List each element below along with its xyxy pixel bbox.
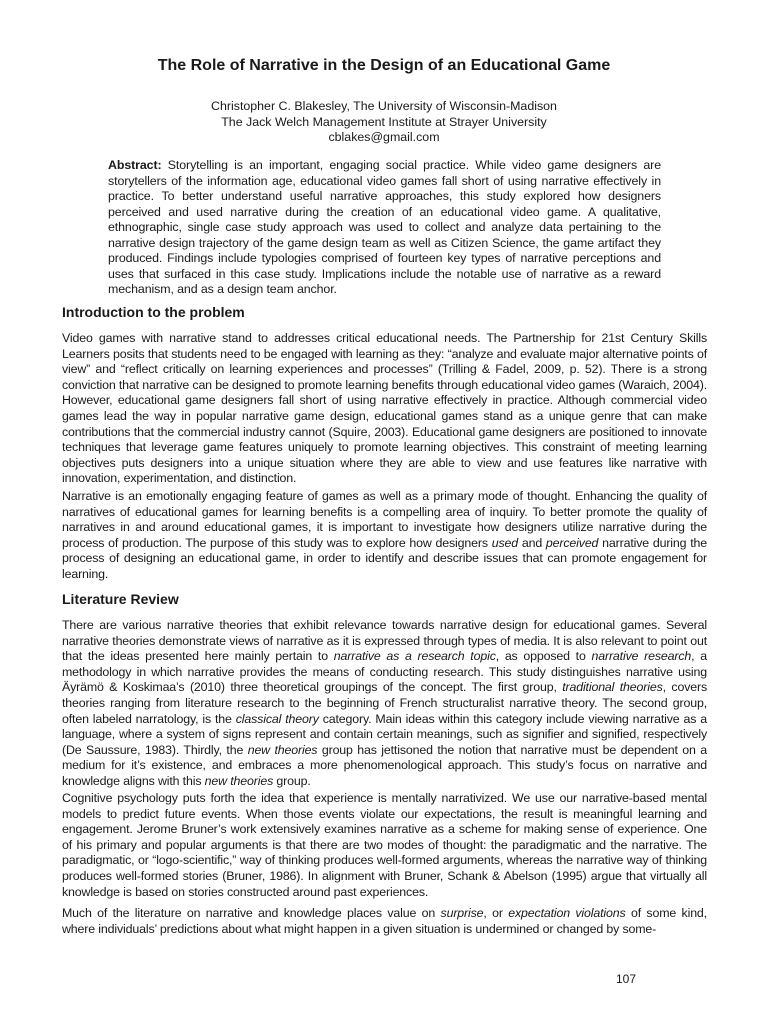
paper-title: The Role of Narrative in the Design of an Educational Game (157, 57, 611, 74)
section-heading-introduction: Introduction to the problem (62, 304, 245, 320)
literature-paragraph-2: Cognitive psychology puts forth the idea that experience is mentally narrativized. We use our narrative-based mental models to predict future events. When those events violate our expectations, the result is meaningful learning and engagement. Jerome Bruner’s work extensively examines narrative as a scheme for making sense of experience. One of his primary and popular arguments is that there are two modes of thought: the paradigmatic and the narrative. The paradigmatic, or “logo-scientific,” way of thinking produces well-formed arguments, whereas the narrative way of thinking produces well-formed stories (Bruner, 1986). In alignment with Bruner, Schank & Abelson (1995) argue that virtually all knowledge is based on stories constructed around past experiences. (62, 791, 707, 899)
literature-paragraph-3: Much of the literature on narrative and knowledge places value on surprise, or expectation violations of some kind, where individuals’ predictions about what might happen in a given situation is undermined or changed by some- (62, 906, 707, 936)
author-email: cblakes@gmail.com (328, 130, 440, 144)
section-heading-literature-review: Literature Review (62, 591, 179, 607)
intro-paragraph-1: Video games with narrative stand to addresses critical educational needs. The Partnership for 21st Century Skills Learners posits that students need to be engaged with learning as they: “analyze and evaluate major alternative points of view” and “reflect critically on learning experiences and processes” (Trilling & Fadel, 2009, p. 52). There is a strong conviction that narrative can be designed to promote learning benefits through educational video games (Waraich, 2004). However, educational game designers fall short of using narrative effectively in practice. Although commercial video games lead the way in popular narrative game design, educational games stand as a unique genre that can make contributions that the commercial industry cannot (Squire, 2003). Educational game designers are positioned to innovate techniques that leverage game features uniquely to promote learning objectives. This constraint of meeting learning objectives puts designers into a unique situation where they are able to view and use features like narrative with innovation, experimentation, and distinction. (62, 331, 707, 486)
abstract (108, 158, 661, 298)
abstract-text: Storytelling is an important, engaging social practice. While video game designers are storytellers of the information age, educational video games fall short of using narrative effectively in practice. To better understand useful narrative approaches, this study explored how designers perceived and used narrative during the creation of an educational video game. A qualitative, ethnographic, single case study approach was used to collect and analyze data pertaining to the narrative design trajectory of the game design team as well as Citizen Science, the game artifact they produced. Findings include typologies comprised of fourteen key types of narrative perceptions and uses that surfaced in this case study. Implications include the notable use of narrative as a reward mechanism, and as a design team anchor. (108, 158, 661, 296)
intro-paragraph-2: Narrative is an emotionally engaging feature of games as well as a primary mode of thought. Enhancing the quality of narratives of educational games for learning benefits is a compelling area of inquiry. To better promote the quality of narratives in and around educational games, it is important to investigate how designers utilize narrative during the process of production. The purpose of this study was to explore how designers used and perceived narrative during the process of designing an educational game, in order to identify and describe issues that can promote engagement for learning. (62, 489, 707, 581)
author-block (62, 99, 706, 146)
page-number: 107 (615, 972, 636, 986)
abstract-label: Abstract: (108, 158, 162, 172)
author-affiliation-2: The Jack Welch Management Institute at Strayer University (221, 114, 547, 129)
author-affiliation-1: Christopher C. Blakesley, The University of Wisconsin-Madison (211, 99, 557, 113)
literature-paragraph-1: There are various narrative theories that exhibit relevance towards narrative design for educational games. Several narrative theories demonstrate views of narrative as it is expressed through types of media. It is also relevant to point out that the ideas presented here mainly pertain to narrative as a research topic, as opposed to narrative research, a methodology in which narrative provides the means of conducting research. This study distinguishes narrative using Äyrämö & Koskimaa’s (2010) three theoretical groupings of the concept. The first group, traditional theories, covers theories ranging from literature research to the beginning of French structuralist narrative theory. The second group, often labeled narratology, is the classical theory category. Main ideas within this category include viewing narrative as a language, where a system of signs represent and contain certain meanings, such as signifier and signified, respectively (De Saussure, 1983). Thirdly, the new theories group has jettisoned the notion that narrative must be dependent on a medium for it’s existence, and embraces a more phenomenological approach. This study’s focus on narrative and knowledge aligns with this new theories group. (62, 618, 707, 788)
